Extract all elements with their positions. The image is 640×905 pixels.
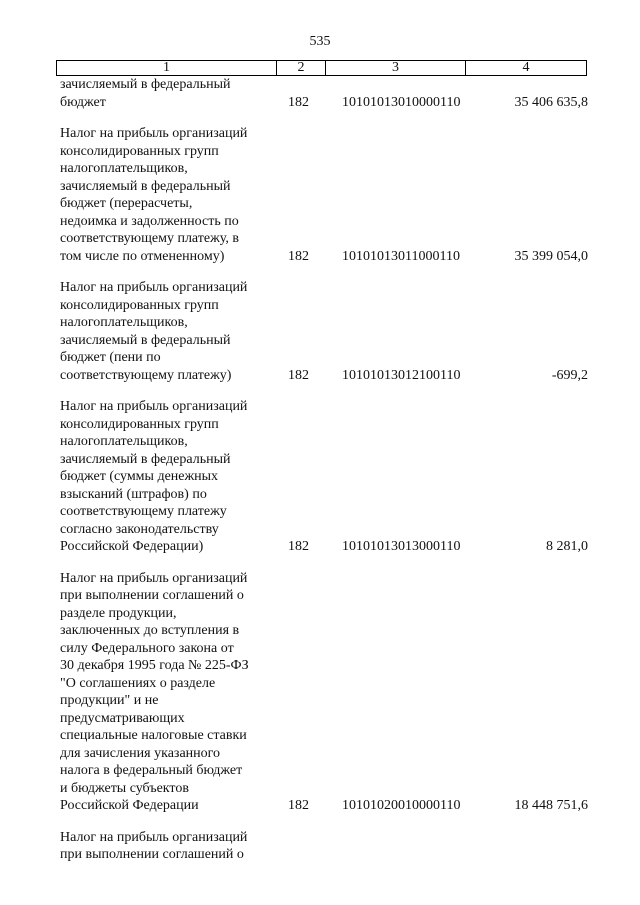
table-row bbox=[60, 76, 588, 111]
row-budget-code: 10101013012100110 bbox=[342, 367, 461, 383]
row-amount: -699,2 bbox=[551, 367, 588, 383]
table-row bbox=[60, 829, 588, 864]
page-number: 535 bbox=[309, 34, 331, 49]
column-header-4: 4 bbox=[522, 60, 530, 75]
row-budget-code: 10101020010000110 bbox=[342, 798, 461, 813]
column-header-1: 1 bbox=[57, 61, 277, 75]
row-admin-code: 182 bbox=[288, 539, 309, 554]
row-amount: 35 406 635,8 bbox=[514, 94, 588, 110]
row-budget-code: 10101013010000110 bbox=[342, 94, 461, 110]
column-header-3: 3 bbox=[326, 61, 466, 75]
table-header bbox=[56, 60, 587, 76]
column-header-2: 2 bbox=[277, 61, 326, 75]
row-amount: 35 399 054,0 bbox=[514, 248, 588, 264]
row-name: зачисляемый в федеральный бюджет bbox=[60, 77, 231, 110]
row-amount: 8 281,0 bbox=[546, 539, 588, 554]
table-row bbox=[60, 398, 588, 556]
row-budget-code: 10101013013000110 bbox=[342, 539, 461, 554]
row-amount: 18 448 751,6 bbox=[514, 798, 588, 813]
row-budget-code: 10101013011000110 bbox=[342, 248, 460, 264]
row-name: Налог на прибыль организаций консолидированных групп налогоплательщиков, зачисляемый в федеральный бюджет (перерасчеты, недоимка и задолженность по соответствующему платежу, в том числе по отмененному) bbox=[60, 126, 248, 264]
row-name: Налог на прибыль организаций при выполнении соглашений о разделе продукции, заключенных до вступления в силу Федерального закона от 30 декабря 1995 года № 225-ФЗ "О соглашениях о разделе продукции" и не предусматривающих специальные налоговые ставки для зачисления указанного налога в федеральный бюджет и бюджеты субъектов Российской Федерации bbox=[60, 570, 249, 813]
row-name: Налог на прибыль организаций при выполнении соглашений о bbox=[60, 829, 248, 862]
row-admin-code: 182 bbox=[288, 798, 309, 813]
table-row bbox=[60, 279, 588, 384]
table-body bbox=[60, 76, 588, 878]
row-admin-code: 182 bbox=[288, 248, 309, 264]
row-name: Налог на прибыль организаций консолидированных групп налогоплательщиков, зачисляемый в федеральный бюджет (пени по соответствующему платежу) bbox=[60, 280, 248, 383]
row-admin-code: 182 bbox=[288, 94, 309, 110]
table-row bbox=[60, 570, 588, 815]
row-name: Налог на прибыль организаций консолидированных групп налогоплательщиков, зачисляемый в федеральный бюджет (суммы денежных взысканий (штрафов) по соответствующему платежу согласно законодательству Российской Федерации) bbox=[60, 399, 248, 554]
row-admin-code: 182 bbox=[288, 367, 309, 383]
table-row bbox=[60, 125, 588, 265]
